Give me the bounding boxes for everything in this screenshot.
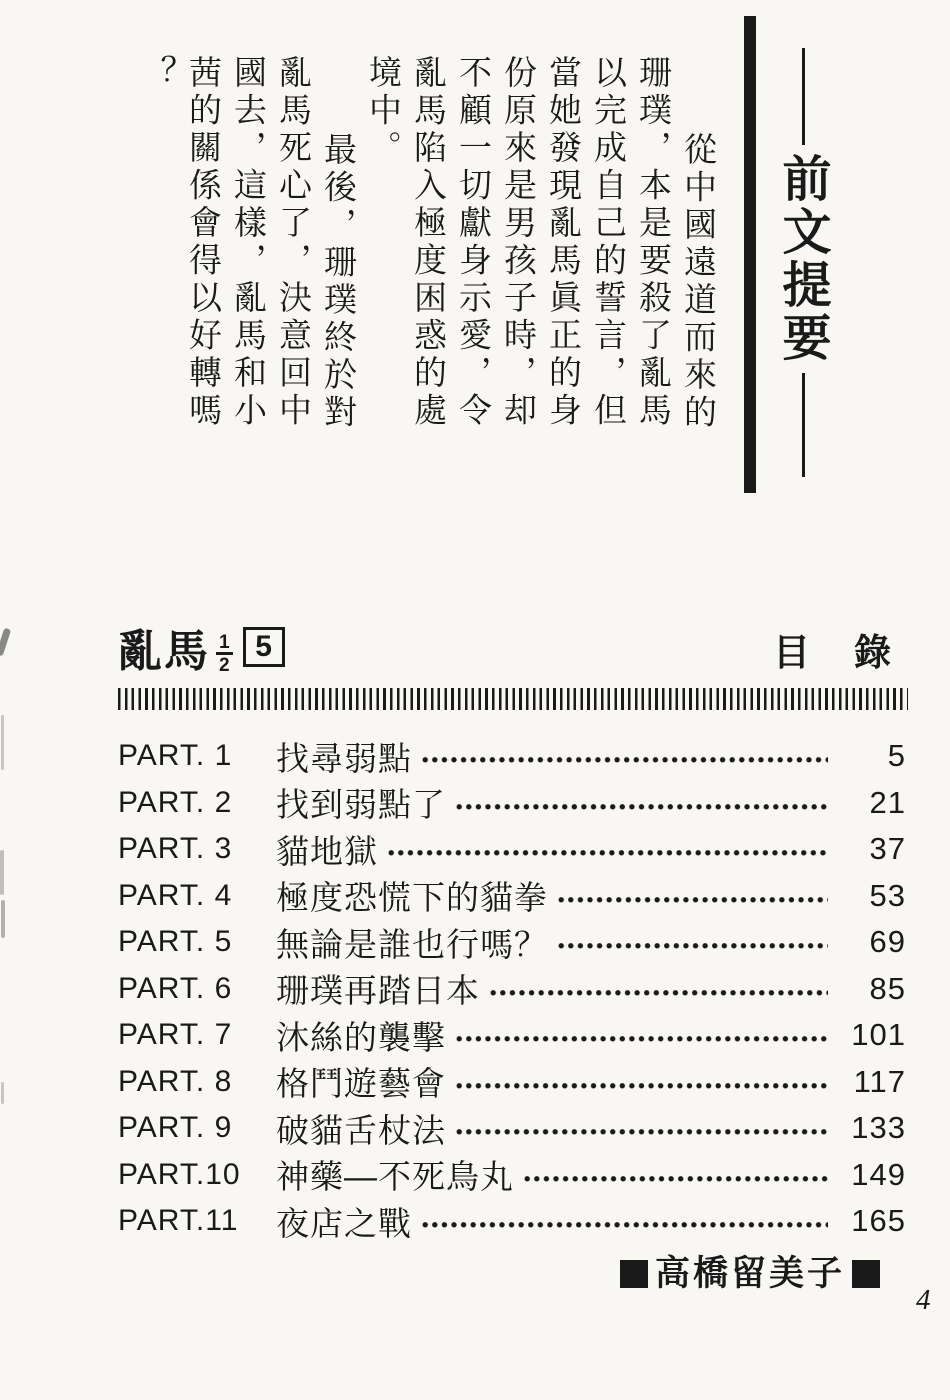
toc-entry-page: 133 bbox=[851, 1110, 906, 1146]
scan-artifact bbox=[1, 900, 5, 938]
toc-entry-dots bbox=[524, 1175, 828, 1183]
scan-artifact bbox=[0, 628, 11, 657]
toc-header bbox=[118, 626, 285, 678]
toc-entry bbox=[118, 826, 906, 873]
preface-column: 境中。 bbox=[365, 55, 402, 168]
toc-entry-dots bbox=[456, 803, 828, 811]
series-fraction bbox=[216, 634, 233, 676]
toc-entry-part: PART. 2 bbox=[118, 785, 233, 819]
author-square-left-icon bbox=[620, 1260, 648, 1288]
preface-column: 茜的關係會得以好轉嗎 bbox=[185, 55, 222, 430]
toc-entry-dots bbox=[422, 756, 828, 764]
toc-entry bbox=[118, 780, 906, 827]
page-number: 4 bbox=[916, 1284, 931, 1316]
toc-entry-dots bbox=[422, 1221, 828, 1229]
preface-column: 從中國遠道而來的 bbox=[680, 132, 717, 432]
toc-entry-title: 格鬥遊藝會 bbox=[276, 1065, 446, 1103]
preface-title-dash-bottom bbox=[802, 373, 805, 477]
toc-entry-title: 沐絲的襲擊 bbox=[276, 1018, 446, 1056]
toc-entry-dots bbox=[456, 1128, 828, 1136]
toc-entry-part: PART.10 bbox=[118, 1157, 241, 1191]
preface-column: 份原來是男孩子時，却 bbox=[500, 55, 537, 430]
toc-entry-part: PART. 3 bbox=[118, 832, 233, 866]
preface-column: 亂馬陷入極度困惑的處 bbox=[410, 55, 447, 430]
toc-entry-title: 夜店之戰 bbox=[276, 1204, 412, 1242]
toc-entry-page: 85 bbox=[869, 970, 906, 1006]
preface-column: 以完成自己的誓言，但 bbox=[590, 55, 627, 430]
toc-entry-title: 找尋弱點 bbox=[276, 739, 412, 777]
preface-column: 珊璞，本是要殺了亂馬 bbox=[635, 55, 672, 430]
toc-entry-page: 149 bbox=[851, 1156, 906, 1192]
preface-columns bbox=[141, 55, 715, 441]
toc-entry bbox=[118, 1105, 906, 1152]
scan-artifact bbox=[1, 715, 4, 770]
preface-column: 當她發現亂馬眞正的身 bbox=[545, 55, 582, 430]
toc-entry-page: 5 bbox=[887, 738, 906, 774]
toc-entry-title: 神藥—不死鳥丸 bbox=[276, 1158, 514, 1196]
toc-entry bbox=[118, 1198, 906, 1245]
toc-entry bbox=[118, 733, 906, 780]
toc-entry-dots bbox=[456, 1082, 828, 1090]
scan-artifact bbox=[1, 1082, 4, 1104]
toc-heading bbox=[773, 633, 891, 673]
preface-title-dash-top bbox=[802, 48, 805, 145]
toc-entry-title: 破貓舌杖法 bbox=[276, 1111, 446, 1149]
toc-entry bbox=[118, 966, 906, 1013]
toc-heading-char-right: 錄 bbox=[854, 632, 891, 673]
fraction-denominator: 2 bbox=[216, 652, 233, 676]
toc-entry bbox=[118, 919, 906, 966]
toc-entry bbox=[118, 1152, 906, 1199]
toc-entry-dots bbox=[388, 849, 828, 857]
preface-divider-bar bbox=[744, 16, 756, 493]
toc-entry-page: 21 bbox=[869, 784, 906, 820]
toc-entry-title: 找到弱點了 bbox=[276, 786, 446, 824]
toc-entry-page: 53 bbox=[869, 877, 906, 913]
toc-entry-title: 貓地獄 bbox=[276, 832, 378, 870]
toc-entry-part: PART. 9 bbox=[118, 1111, 233, 1145]
series-title: 亂馬 bbox=[118, 627, 210, 676]
toc-entry-part: PART.11 bbox=[118, 1204, 239, 1238]
preface-column: 最後，珊璞終於對 bbox=[320, 132, 357, 432]
toc-divider-stripes bbox=[118, 688, 908, 710]
scan-artifact bbox=[0, 850, 4, 895]
toc-entry-dots bbox=[558, 942, 828, 950]
toc-entry-title: 極度恐慌下的貓拳 bbox=[276, 879, 548, 917]
toc-entry-part: PART. 1 bbox=[118, 739, 233, 773]
author-credit bbox=[620, 1256, 880, 1292]
toc-entry-page: 37 bbox=[869, 831, 906, 867]
toc-entries bbox=[118, 733, 906, 1245]
toc-entry bbox=[118, 1012, 906, 1059]
toc-entry-part: PART. 8 bbox=[118, 1064, 233, 1098]
toc-entry-page: 69 bbox=[869, 924, 906, 960]
preface-column: ？ bbox=[140, 55, 177, 93]
volume-badge: 5 bbox=[243, 627, 285, 667]
preface-heading: 前文提要 bbox=[776, 153, 830, 365]
toc-entry-title: 無論是誰也行嗎？ bbox=[276, 925, 548, 963]
toc-entry bbox=[118, 873, 906, 920]
preface-column: 不顧一切獻身示愛，令 bbox=[455, 55, 492, 430]
toc-entry-part: PART. 5 bbox=[118, 925, 233, 959]
preface-column: 亂馬死心了，決意回中 bbox=[275, 55, 312, 430]
fraction-numerator: 1 bbox=[219, 632, 230, 653]
toc-entry-dots bbox=[558, 896, 828, 904]
toc-entry-page: 165 bbox=[851, 1203, 906, 1239]
preface-column: 國去，這樣，亂馬和小 bbox=[230, 55, 267, 430]
toc-entry bbox=[118, 1059, 906, 1106]
toc-heading-char-left: 目 bbox=[773, 632, 810, 673]
author-square-right-icon bbox=[852, 1260, 880, 1288]
toc-entry-page: 101 bbox=[851, 1017, 906, 1053]
toc-entry-dots bbox=[490, 989, 828, 997]
toc-entry-page: 117 bbox=[853, 1063, 906, 1099]
toc-entry-part: PART. 4 bbox=[118, 878, 233, 912]
toc-entry-dots bbox=[456, 1035, 828, 1043]
toc-entry-part: PART. 6 bbox=[118, 971, 233, 1005]
preface-title bbox=[776, 48, 830, 477]
toc-entry-part: PART. 7 bbox=[118, 1018, 233, 1052]
toc-entry-title: 珊璞再踏日本 bbox=[276, 972, 480, 1010]
author-name: 高橋留美子 bbox=[654, 1254, 845, 1293]
